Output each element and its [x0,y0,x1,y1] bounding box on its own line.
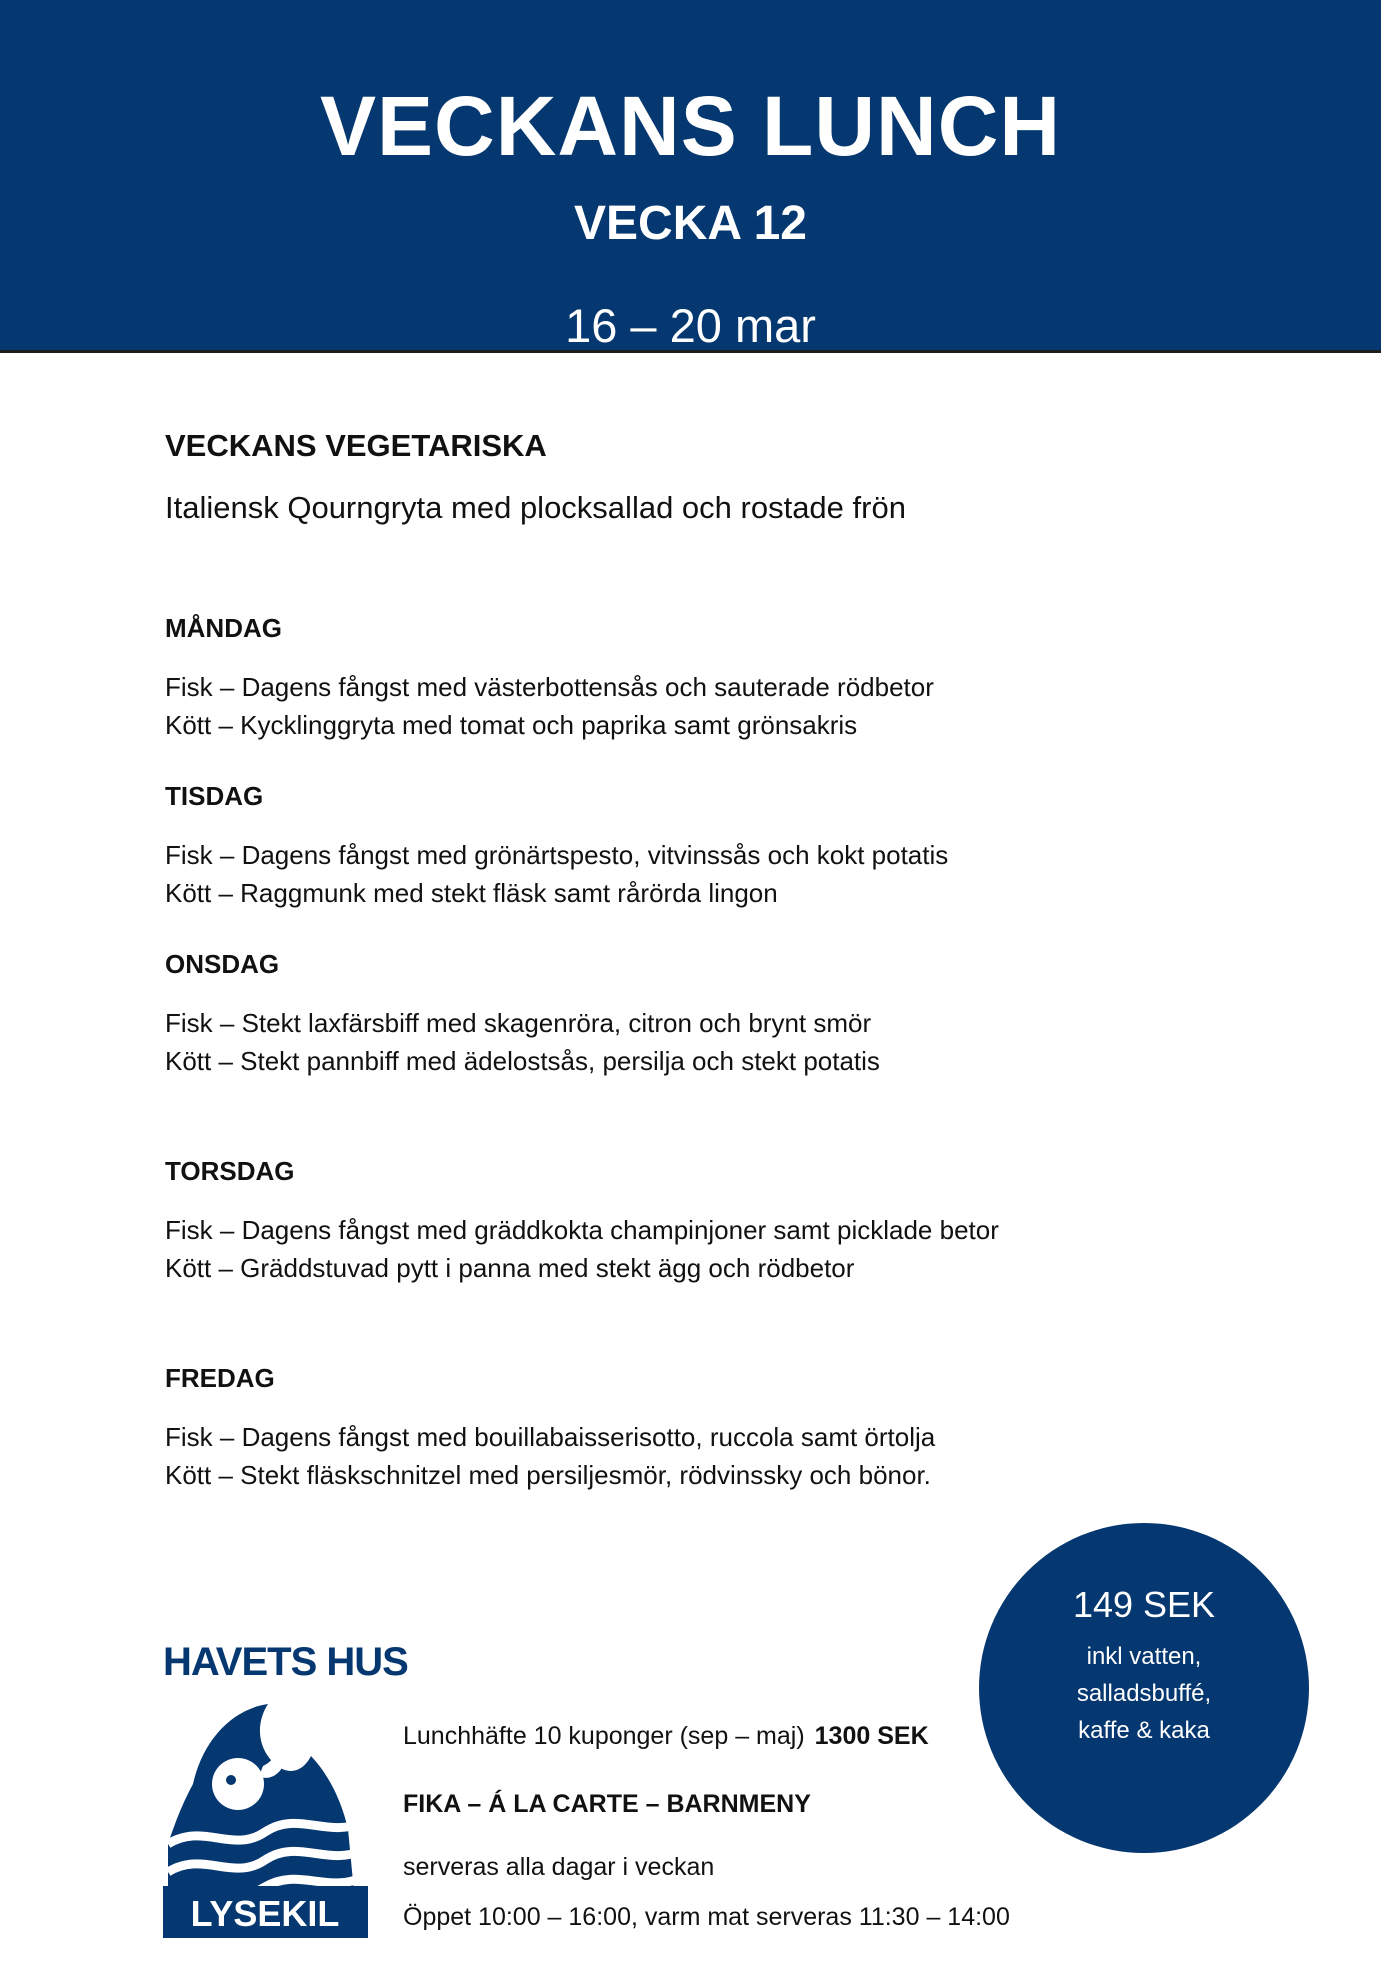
meat-dish: Kött – Stekt pannbiff med ädelostsås, persilja och stekt potatis [165,1046,880,1076]
day-wednesday [165,948,1265,1080]
opening-hours: Öppet 10:00 – 16:00, varm mat serveras 11:30 – 14:00 [403,1903,1010,1931]
price-include-item: kaffe & kaka [1078,1717,1210,1744]
day-name: FREDAG [165,1363,275,1393]
price-include-item: salladsbuffé, [1076,1680,1212,1707]
price-badge [979,1523,1309,1853]
fish-dish: Fisk – Dagens fångst med västerbottensås och sauterade rödbetor [165,672,934,702]
page-title: VECKANS LUNCH [319,79,1062,173]
fish-dish: Fisk – Stekt laxfärsbiff med skagenröra, citron och brynt smör [165,1008,872,1038]
fish-dish: Fisk – Dagens fångst med bouillabaisserisotto, ruccola samt örtolja [165,1422,936,1452]
coupon-label: Lunchhäfte 10 kuponger (sep – maj) [403,1722,805,1750]
havets-hus-logo [163,1638,408,1938]
day-tuesday [165,780,1265,912]
fish-dish: Fisk – Dagens fångst med grönärtspesto, vitvinssås och kokt potatis [165,840,949,870]
logo-bottom-bar [163,1886,368,1938]
header-banner [0,0,1381,353]
day-name: TISDAG [165,781,264,811]
meat-dish: Kött – Gräddstuvad pytt i panna med stekt ägg och rödbetor [165,1253,855,1283]
meat-dish: Kött – Kycklinggryta med tomat och paprika samt grönsakris [165,710,858,740]
served-line: serveras alla dagar i veckan [403,1853,715,1881]
price-include-item: inkl vatten, [1086,1643,1202,1670]
day-name: ONSDAG [165,949,280,979]
day-name: TORSDAG [165,1156,295,1186]
day-thursday [165,1155,1265,1287]
meat-dish: Kött – Raggmunk med stekt fläsk samt rårörda lingon [165,878,778,908]
fika-line: FIKA – Á LA CARTE – BARNMENY [403,1790,811,1818]
fish-dish: Fisk – Dagens fångst med gräddkokta champinjoner samt picklade betor [165,1215,999,1245]
price-includes [979,1638,1309,1749]
price-amount: 149 SEK [1072,1584,1216,1625]
day-friday [165,1362,1265,1494]
logo-text-bottom: LYSEKIL [190,1893,340,1934]
week-number: VECKA 12 [574,197,807,250]
meat-dish: Kött – Stekt fläskschnitzel med persiljesmör, rödvinssky och bönor. [165,1460,931,1490]
date-range: 16 – 20 mar [565,299,816,352]
logo-text-top: HAVETS HUS [163,1640,408,1684]
day-name: MÅNDAG [165,613,282,643]
vegetarian-heading: VECKANS VEGETARISKA [165,428,547,463]
coupon-price: 1300 SEK [814,1722,929,1750]
day-monday [165,612,1265,744]
vegetarian-dish: Italiensk Qourngryta med plocksallad och rostade frön [165,490,906,525]
